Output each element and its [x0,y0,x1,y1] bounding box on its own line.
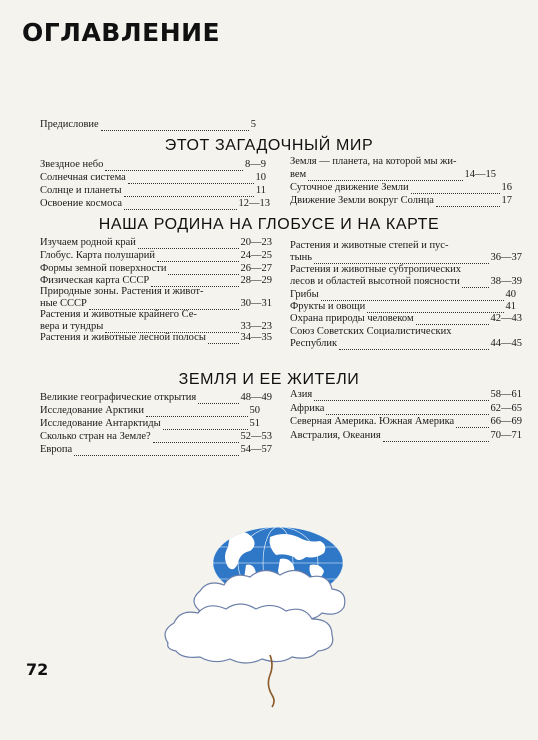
toc-entry[interactable] [40,444,272,456]
section-heading-homeland: НАША РОДИНА НА ГЛОБУСЕ И НА КАРТЕ [98,216,440,233]
toc-entry-label: Исследование Антарктиды [40,418,161,429]
section-heading-mysterious-world: ЭТОТ ЗАГАДОЧНЫЙ МИР [164,137,374,154]
toc-entry-label: Растения и животные лесной полосы [40,332,206,343]
toc-entry-preface[interactable] [40,119,256,131]
leader-dots [339,341,488,350]
leader-dots [74,447,238,456]
toc-entry[interactable] [40,263,272,275]
leader-dots [157,253,239,262]
toc-entry-page: 33—23 [240,321,272,332]
toc-entry[interactable] [290,403,522,415]
toc-entry[interactable] [40,431,272,443]
toc-entry-label-line: Растения и животные степей и пус- [290,240,449,251]
toc-entry-label-line: Растения и животные субтропических [290,264,462,275]
leader-dots [456,419,488,428]
toc-entry-page: 34—35 [240,332,272,343]
toc-entry-label: Европа [40,444,73,455]
toc-entry-page: 12—13 [238,198,270,209]
toc-entry[interactable] [40,418,260,430]
leader-dots [314,255,488,264]
toc-entry-label: вем [290,169,307,180]
leader-dots [124,201,236,210]
balloon-rope [268,655,274,707]
leader-dots [383,433,489,442]
toc-entry[interactable] [40,185,266,197]
toc-entry-label-line: Растения и животные крайнего Се- [40,309,197,320]
toc-entry[interactable] [40,159,266,171]
toc-entry-page: 10 [255,172,266,183]
toc-entry-page: 66—69 [490,416,522,427]
leader-dots [153,434,239,443]
toc-entry[interactable] [290,276,522,288]
toc-entry[interactable] [40,172,266,184]
toc-entry-label: Освоение космоса [40,198,123,209]
toc-entry-label: лесов и областей высотной поясности [290,276,460,287]
toc-entry-label: Великие географические открытия [40,392,197,403]
toc-entry[interactable] [290,169,496,181]
globe-on-clouds-balloon-icon [160,515,390,710]
leader-dots [326,406,488,415]
toc-entry-label: Сколько стран на Земле? [40,431,151,442]
toc-entry[interactable] [290,195,512,207]
toc-entry-label: Африка [290,403,325,414]
leader-dots [198,395,238,404]
toc-entry-page: 36—37 [490,252,522,263]
toc-entry-label: тынь [290,252,313,263]
toc-entry-page: 41 [505,301,516,312]
cloud-group [165,570,345,663]
toc-entry-label: Грибы [290,289,319,300]
leader-dots [138,240,239,249]
toc-entry-label: Исследование Арктики [40,405,144,416]
toc-entry-page: 51 [249,418,260,429]
toc-entry-label: Движение Земли вокруг Солнца [290,195,434,206]
toc-entry[interactable] [40,392,272,404]
leader-dots [321,292,504,301]
toc-entry-label: Изучаем родной край [40,237,136,248]
toc-entry-page: 62—65 [490,403,522,414]
toc-entry-page: 50 [249,405,260,416]
toc-entry[interactable] [290,182,512,194]
toc-entry-label-line: Союз Советских Социалистических [290,326,452,337]
toc-entry-page: 48—49 [240,392,272,403]
toc-entry[interactable] [290,416,522,428]
toc-entry-page: 14—15 [464,169,496,180]
toc-entry[interactable] [290,301,516,313]
leader-dots [124,188,254,197]
toc-entry-label: Республик [290,338,338,349]
toc-entry-label: Формы земной поверхности [40,263,167,274]
toc-entry[interactable] [40,405,260,417]
leader-dots [208,335,239,344]
toc-entry-page: 11 [255,185,266,196]
toc-entry-label: Австралия, Океания [290,430,381,441]
toc-entry[interactable] [40,332,272,344]
toc-entry-page: 26—27 [240,263,272,274]
toc-entry-label: Предисловие [40,119,99,130]
leader-dots [367,304,503,313]
toc-entry-label: ные СССР [40,298,87,309]
toc-entry-label: Фрукты и овощи [290,301,366,312]
leader-dots [308,172,462,181]
leader-dots [146,408,248,417]
toc-entry-page: 20—23 [240,237,272,248]
toc-entry[interactable] [290,313,522,325]
toc-entry[interactable] [40,198,270,210]
toc-entry[interactable] [290,289,516,301]
toc-entry[interactable] [290,252,522,264]
toc-entry-label: вера и тундры [40,321,104,332]
page-title: ОГЛАВЛЕНИЕ [22,18,221,47]
leader-dots [416,316,489,325]
toc-entry-page: 17 [501,195,512,206]
section-heading-earth-inhabitants: ЗЕМЛЯ И ЕЕ ЖИТЕЛИ [178,371,360,388]
toc-entry[interactable] [290,338,522,350]
page-number: 72 [26,660,49,679]
leader-dots [101,122,249,131]
toc-entry-label: Солнце и планеты [40,185,122,196]
toc-entry-label: Азия [290,389,313,400]
toc-entry-label-line: Природные зоны. Растения и живот- [40,286,204,297]
toc-entry[interactable] [290,430,522,442]
toc-entry-page: 58—61 [490,389,522,400]
leader-dots [436,198,500,207]
leader-dots [168,266,238,275]
toc-entry-label: Физическая карта СССР [40,275,150,286]
toc-entry-page: 5 [250,119,256,130]
toc-entry-page: 42—43 [490,313,522,324]
toc-entry-page: 30—31 [240,298,272,309]
toc-entry-label: Суточное движение Земли [290,182,409,193]
toc-entry-page: 70—71 [490,430,522,441]
toc-entry[interactable] [40,237,272,249]
toc-entry-label: Звездное небо [40,159,104,170]
toc-entry-page: 38—39 [490,276,522,287]
toc-entry[interactable] [290,389,522,401]
leader-dots [411,185,500,194]
leader-dots [314,392,488,401]
toc-entry-label: Солнечная система [40,172,126,183]
toc-entry-page: 24—25 [240,250,272,261]
toc-entry-page: 54—57 [240,444,272,455]
toc-entry-page: 28—29 [240,275,272,286]
toc-entry-page: 8—9 [245,159,266,170]
toc-entry-page: 40 [505,289,516,300]
leader-dots [105,162,243,171]
toc-entry-page: 52—53 [240,431,272,442]
leader-dots [128,175,254,184]
toc-entry-label: Северная Америка. Южная Америка [290,416,455,427]
leader-dots [462,279,489,288]
toc-entry-label: Охрана природы человеком [290,313,414,324]
toc-entry-label-line: Земля — планета, на которой мы жи- [290,156,457,167]
leader-dots [163,421,248,430]
toc-entry-page: 16 [501,182,512,193]
toc-entry-page: 44—45 [490,338,522,349]
toc-entry-label: Глобус. Карта полушарий [40,250,155,261]
toc-entry[interactable] [40,250,272,262]
